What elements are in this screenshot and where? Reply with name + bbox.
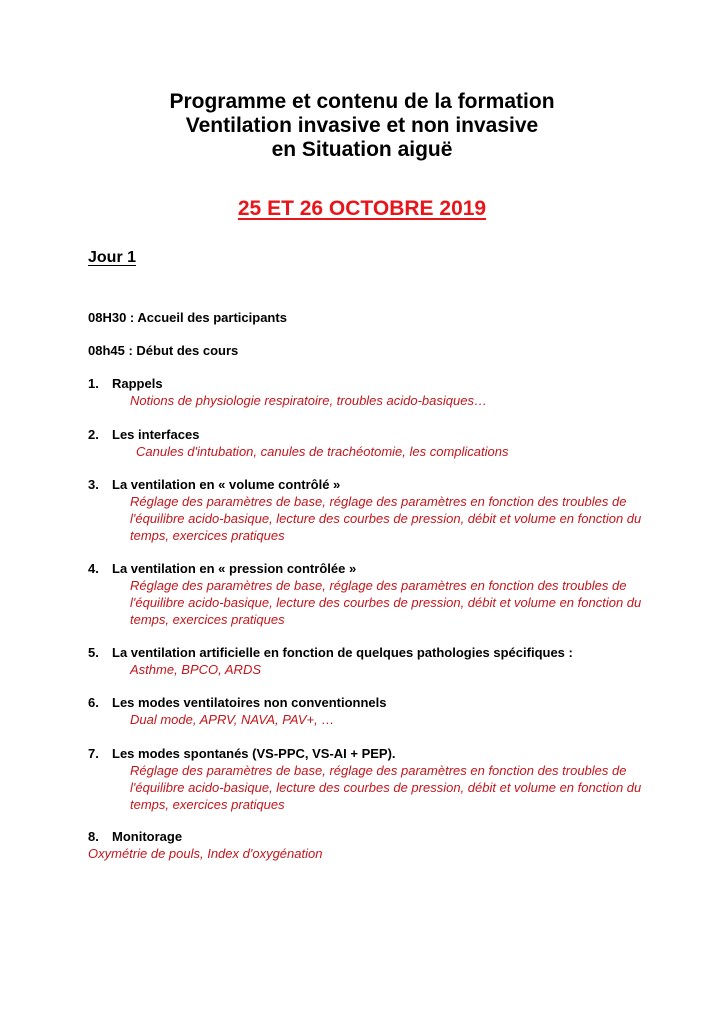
schedule-start: 08h45 : Début des cours <box>88 343 239 358</box>
day-heading: Jour 1 <box>88 249 137 266</box>
item-number: 2. <box>88 427 99 442</box>
item-title: Les modes spontanés (VS-PPC, VS-AI + PEP). <box>112 746 396 761</box>
item-heading <box>88 375 678 392</box>
schedule-welcome: 08H30 : Accueil des participants <box>88 310 287 325</box>
item-detail: Notions de physiologie respiratoire, troubles acido-basiques… <box>130 393 487 408</box>
title-line-2: Ventilation invasive et non invasive <box>185 114 539 137</box>
item-heading <box>88 694 678 711</box>
item-number: 1. <box>88 376 99 391</box>
training-dates-text: 25 ET 26 OCTOBRE 2019 <box>237 197 487 220</box>
item-title: La ventilation en « pression contrôlée » <box>112 561 357 576</box>
item-title: Rappels <box>112 376 163 391</box>
document-title <box>0 90 724 162</box>
item-number: 3. <box>88 477 99 492</box>
program-item-rappels <box>88 375 678 409</box>
item-heading <box>88 426 678 443</box>
program-item-monitorage <box>88 828 678 862</box>
item-detail: Oxymétrie de pouls, Index d'oxygénation <box>88 846 323 861</box>
program-item-interfaces <box>88 426 678 460</box>
item-heading <box>88 644 678 661</box>
item-number: 4. <box>88 561 99 576</box>
item-heading <box>88 560 678 577</box>
title-line-1: Programme et contenu de la formation <box>169 90 555 113</box>
item-title: La ventilation en « volume contrôlé » <box>112 477 341 492</box>
item-title: La ventilation artificielle en fonction de quelques pathologies spécifiques : <box>112 645 573 660</box>
item-number: 6. <box>88 695 99 710</box>
item-detail: Canules d'intubation, canules de trachéotomie, les complications <box>136 444 509 459</box>
item-detail: Dual mode, APRV, NAVA, PAV+, … <box>130 712 335 727</box>
training-dates <box>0 197 724 221</box>
item-detail: Asthme, BPCO, ARDS <box>130 662 261 677</box>
item-heading <box>88 476 678 493</box>
program-item-modes-non-conventionnels <box>88 694 678 728</box>
program-item-modes-spontanes <box>88 745 678 813</box>
item-number: 8. <box>88 829 99 844</box>
item-detail: Réglage des paramètres de base, réglage des paramètres en fonction des troubles de l'équilibre acido-basique, lecture des courbes de pression, débit et volume en fonction du temps, exercices pratiques <box>130 578 642 627</box>
item-heading <box>88 828 678 845</box>
item-number: 5. <box>88 645 99 660</box>
program-item-volume-controle <box>88 476 678 544</box>
title-line-3: en Situation aiguë <box>271 138 453 161</box>
program-item-pathologies <box>88 644 678 678</box>
item-detail: Réglage des paramètres de base, réglage des paramètres en fonction des troubles de l'équilibre acido-basique, lecture des courbes de pression, débit et volume en fonction du temps, exercices pratiques <box>130 763 642 812</box>
item-title: Monitorage <box>112 829 183 844</box>
item-title: Les interfaces <box>112 427 200 442</box>
item-number: 7. <box>88 746 99 761</box>
item-title: Les modes ventilatoires non conventionnels <box>112 695 387 710</box>
item-detail: Réglage des paramètres de base, réglage des paramètres en fonction des troubles de l'équilibre acido-basique, lecture des courbes de pression, débit et volume en fonction du temps, exercices pratiques <box>130 494 642 543</box>
item-heading <box>88 745 678 762</box>
program-item-pression-controlee <box>88 560 678 628</box>
